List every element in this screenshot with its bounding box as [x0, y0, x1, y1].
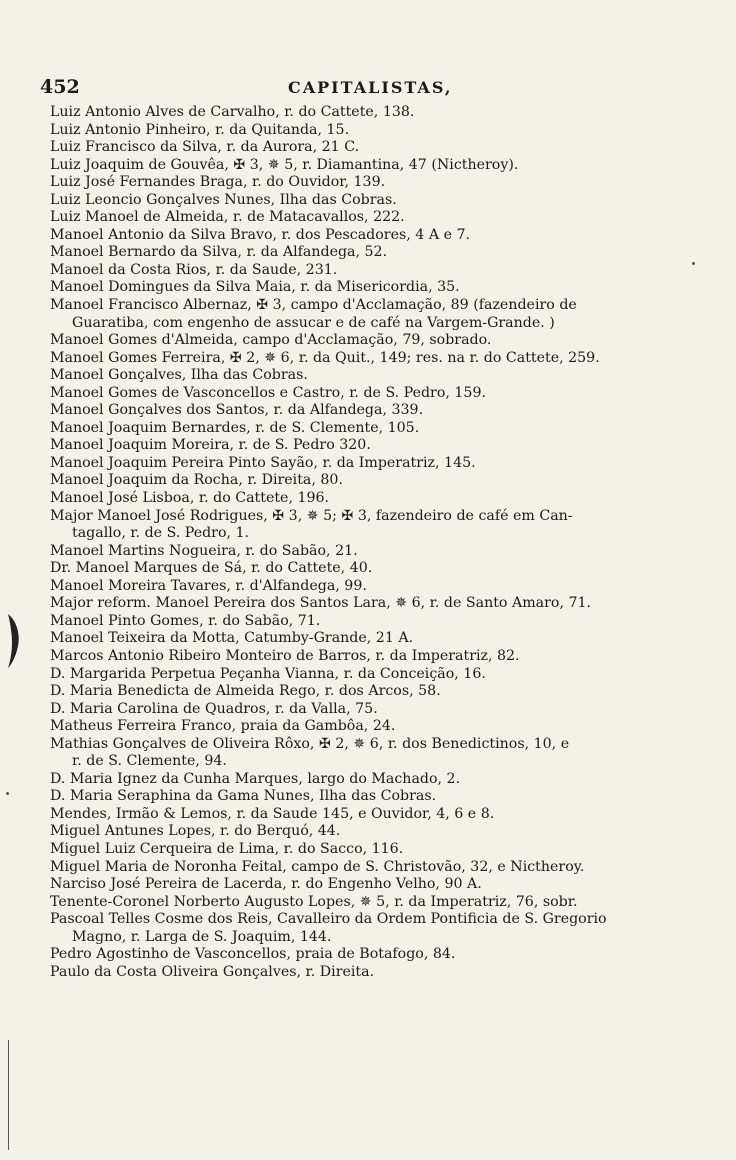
directory-entry: Dr. Manoel Marques de Sá, r. do Cattete, 40. [50, 560, 373, 577]
speck [6, 792, 9, 795]
directory-entry: Mendes, Irmão & Lemos, r. da Saude 145, e Ouvidor, 4, 6 e 8. [50, 805, 495, 822]
directory-entry: Manoel Moreira Tavares, r. d'Alfandega, 99. [50, 577, 367, 594]
directory-entry: Pascoal Telles Cosme dos Reis, Cavalleiro da Ordem Pontificia de S. Gregorio [50, 911, 607, 928]
directory-entry: Luiz Francisco da Silva, r. da Aurora, 21 C. [50, 139, 360, 156]
directory-entry: Manoel Joaquim Bernardes, r. de S. Clemente, 105. [50, 419, 420, 436]
directory-entry: D. Maria Carolina de Quadros, r. da Valla, 75. [50, 700, 378, 717]
directory-entry: Manoel Joaquim da Rocha, r. Direita, 80. [50, 472, 343, 489]
directory-entry: Tenente-Coronel Norberto Augusto Lopes, ✵ 5, r. da Imperatriz, 76, sobr. [50, 893, 578, 910]
entry-continuation-line: tagallo, r. de S. Pedro, 1. [72, 525, 250, 542]
directory-entry: Marcos Antonio Ribeiro Monteiro de Barros, r. da Imperatriz, 82. [50, 647, 520, 664]
directory-entry: Miguel Luiz Cerqueira de Lima, r. do Sacco, 116. [50, 840, 404, 857]
directory-entry: Manoel Antonio da Silva Bravo, r. dos Pescadores, 4 A e 7. [50, 226, 471, 243]
directory-entry: Luiz Antonio Pinheiro, r. da Quitanda, 15. [50, 121, 350, 138]
directory-entry: D. Maria Benedicta de Almeida Rego, r. dos Arcos, 58. [50, 683, 441, 700]
directory-entry: D. Maria Seraphina da Gama Nunes, Ilha das Cobras. [50, 788, 437, 805]
directory-entry: D. Margarida Perpetua Peçanha Vianna, r. da Conceição, 16. [50, 665, 486, 682]
directory-entry: Mathias Gonçalves de Oliveira Rôxo, ✠ 2, ✵ 6, r. dos Benedictinos, 10, e [50, 735, 570, 752]
directory-entry: Pedro Agostinho de Vasconcellos, praia de Botafogo, 84. [50, 946, 456, 963]
entry-continuation-line: r. de S. Clemente, 94. [72, 753, 227, 770]
directory-entry: Narciso José Pereira de Lacerda, r. do Engenho Velho, 90 A. [50, 876, 482, 893]
directory-entry: Manoel Gonçalves dos Santos, r. da Alfandega, 339. [50, 402, 424, 419]
directory-entry: Manoel Francisco Albernaz, ✠ 3, campo d'Acclamação, 89 (fazendeiro de [50, 297, 577, 314]
directory-entry: Major reform. Manoel Pereira dos Santos Lara, ✵ 6, r. de Santo Amaro, 71. [50, 595, 592, 612]
entry-continuation-line: Magno, r. Larga de S. Joaquim, 144. [72, 928, 332, 945]
binding-edge-mark [6, 612, 22, 670]
directory-entry: Luiz Antonio Alves de Carvalho, r. do Cattete, 138. [50, 104, 415, 120]
directory-entry: Manoel Joaquim Moreira, r. de S. Pedro 320. [50, 437, 371, 454]
directory-entry: Manoel Domingues da Silva Maia, r. da Misericordia, 35. [50, 279, 460, 296]
directory-entry: Manoel Gomes Ferreira, ✠ 2, ✵ 6, r. da Quit., 149; res. na r. do Cattete, 259. [50, 349, 600, 366]
directory-entry: Luiz José Fernandes Braga, r. do Ouvidor, 139. [50, 174, 386, 191]
directory-entry: Miguel Maria de Noronha Feital, campo de S. Christovão, 32, e Nictheroy. [50, 858, 585, 875]
directory-entry: Manoel Gomes d'Almeida, campo d'Acclamação, 79, sobrado. [50, 332, 492, 349]
directory-entry: D. Maria Ignez da Cunha Marques, largo do Machado, 2. [50, 770, 461, 787]
directory-entry: Major Manoel José Rodrigues, ✠ 3, ✵ 5; ✠ 3, fazendeiro de café em Can- [50, 507, 573, 524]
page-header [40, 76, 680, 98]
directory-entry: Manoel da Costa Rios, r. da Saude, 231. [50, 261, 338, 278]
entry-continuation-line: Guaratiba, com engenho de assucar e de café na Vargem-Grande. ) [72, 314, 555, 331]
directory-entry: Manoel Teixeira da Motta, Catumby-Grande, 21 A. [50, 630, 414, 647]
directory-entry: Luiz Joaquim de Gouvêa, ✠ 3, ✵ 5, r. Diamantina, 47 (Nictheroy). [50, 156, 519, 173]
directory-entry: Manoel José Lisboa, r. do Cattete, 196. [50, 490, 330, 507]
directory-entry: Manoel Gonçalves, Ilha das Cobras. [50, 367, 308, 384]
directory-entry: Paulo da Costa Oliveira Gonçalves, r. Direita. [50, 963, 375, 980]
directory-entry: Manoel Bernardo da Silva, r. da Alfandega, 52. [50, 244, 388, 261]
directory-entry-list [50, 104, 710, 981]
directory-entry: Luiz Manoel de Almeida, r. de Matacavallos, 222. [50, 209, 405, 226]
directory-entry: Manoel Joaquim Pereira Pinto Sayão, r. da Imperatriz, 145. [50, 454, 476, 471]
directory-entry: Miguel Antunes Lopes, r. do Berquó, 44. [50, 823, 341, 840]
directory-entry: Manoel Gomes de Vasconcellos e Castro, r. de S. Pedro, 159. [50, 384, 486, 401]
page-edge-line [8, 1040, 9, 1150]
speck [692, 262, 695, 265]
directory-entry: Manoel Pinto Gomes, r. do Sabão, 71. [50, 612, 321, 629]
running-title: CAPITALISTAS, [288, 78, 453, 97]
page-number: 452 [40, 76, 80, 98]
directory-entry: Manoel Martins Nogueira, r. do Sabão, 21. [50, 542, 358, 559]
directory-entry: Matheus Ferreira Franco, praia da Gambôa, 24. [50, 718, 396, 735]
directory-entry: Luiz Leoncio Gonçalves Nunes, Ilha das Cobras. [50, 191, 397, 208]
